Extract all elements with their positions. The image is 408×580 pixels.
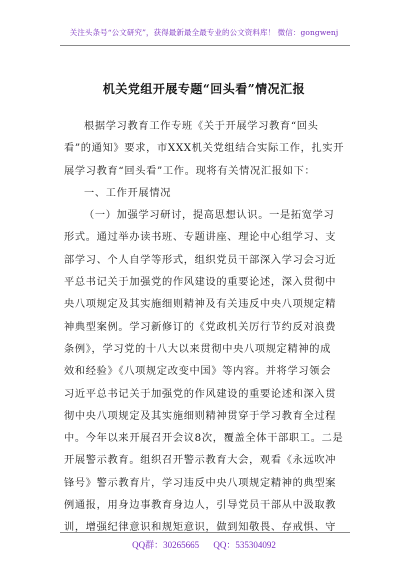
footer-qq: QQ：535304092 [213, 540, 276, 550]
body-line: 开展警示教育。组织召开警示教育大会，观看《永远吹冲 [64, 455, 337, 467]
body-line: 效和经验》《八项规定改变中国》等内容。并将学习领会 [64, 366, 332, 378]
body-line: 看”的通知》要求，市XXX机关党组结合实际工作，扎实开 [64, 143, 345, 155]
header-note: 关注头条号“公文研究”，获得最新最全最专业的公文资料库！ 微信：gongwenj [69, 28, 339, 37]
body-line: 央八项规定及其实施细则精神及有关违反中央八项规定精 [64, 299, 337, 311]
body-line: 锋号》警示教育片，学习违反中央八项规定精神的典型案 [64, 477, 337, 489]
body-line: 训，增强纪律意识和规矩意识，做到知敬畏、存戒惧、守 [64, 522, 337, 534]
body-line: 彻中央八项规定及其实施细则精神贯穿于学习教育全过程 [64, 410, 337, 422]
footer-divider [60, 532, 350, 533]
body-line: 平总书记关于加强党的作风建设的重要论述，深入贯彻中 [64, 277, 337, 289]
footer-contact [0, 538, 408, 551]
body-line: 形式。通过举办读书班、专题讲座、理论中心组学习、支 [64, 232, 337, 244]
header-divider [60, 45, 350, 46]
document-body [64, 116, 354, 540]
body-line: 根据学习教育工作专班《关于开展学习教育“回头 [84, 121, 319, 132]
body-line: 习近平总书记关于加强党的作风建设的重要论述和深入贯 [64, 388, 337, 400]
body-line: 部学习、个人自学等形式，组织党员干部深入学习会习近 [64, 254, 337, 266]
body-line: 中。今年以来开展召开会议8次，覆盖全体干部职工。二是 [64, 433, 344, 445]
footer-qq-group: QQ群：30265665 [132, 540, 200, 550]
body-line: （一）加强学习研讨，提高思想认识。一是拓宽学习 [84, 210, 335, 222]
body-line: 神典型案例。学习新修订的《党政机关厉行节约反对浪费 [64, 321, 337, 333]
section-heading: 一、工作开展情况 [84, 187, 172, 199]
body-line: 条例》，学习党的十八大以来贯彻中央八项规定精神的成 [64, 343, 332, 355]
document-title: 机关党组开展专题“回头看”情况汇报 [102, 82, 306, 96]
body-line: 展学习教育“回头看”工作。现将有关情况汇报如下： [64, 165, 316, 177]
body-line: 例通报，用身边事教育身边人，引导党员干部从中汲取教 [64, 500, 337, 512]
